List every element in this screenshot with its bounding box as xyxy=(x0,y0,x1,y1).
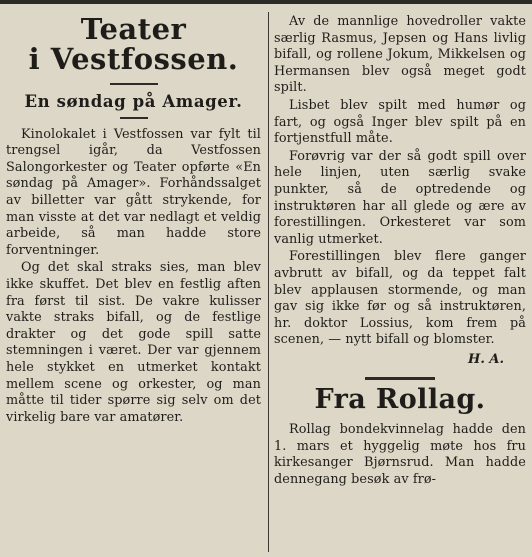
subhead-rule xyxy=(120,117,148,119)
headline-rule xyxy=(110,83,158,85)
article-paragraph: Rollag bondekvinnelag hadde den 1. mars et hyggelig møte hos fru kirkesanger Bjørnsrud. Man hadde dennegang besøk av frø- xyxy=(274,422,526,487)
section-rule xyxy=(365,377,435,380)
article-headline xyxy=(6,14,261,75)
article-paragraph: Lisbet blev spilt med humør og fart, og også Inger blev spilt på en fortjenstfull måte. xyxy=(274,97,526,147)
article-paragraph: Og det skal straks sies, man blev ikke skuffet. Det blev en festlig aften fra først til sist. De vakre kulisser vakte straks bifall, og de festlige drakter og det gode spill satte stemningen i været. Der var gjennem hele stykket en utmerket kontakt mellem scene og orkester, og man måtte til tider spørre sig selv om det virkelig bare var amatører. xyxy=(6,260,261,425)
top-rule xyxy=(0,0,532,4)
right-column xyxy=(274,14,526,489)
headline-line-1: Teater xyxy=(80,12,187,46)
author-signature: H. A. xyxy=(468,351,504,367)
article-paragraph: Av de mannlige hovedroller vakte særlig Rasmus, Jepsen og Hans livlig bifall, og rollene Jokum, Mikkelsen og Hermansen blev også meget godt spilt. xyxy=(274,14,526,96)
second-article-headline: Fra Rollag. xyxy=(314,383,486,415)
column-divider xyxy=(268,12,269,552)
article-paragraph: Forøvrig var der så godt spill over hele linjen, uten særlig svake punkter, så de optredende og instruktøren har all glede og ære av forestillingen. Orkesteret var som vanlig utmerket. xyxy=(274,148,526,247)
article-paragraph: Kinolokalet i Vestfossen var fylt til trengsel igår, da Vestfossen Salongorkester og Teater opførte «En søndag på Amager». Forhåndssalget av billetter var gått strykende, for man visste at det var nedlagt et veldig arbeide, så man hadde store forventninger. xyxy=(6,126,261,258)
left-column xyxy=(6,14,261,426)
article-paragraph: Forestillingen blev flere ganger avbrutt av bifall, og da teppet falt blev applausen stormende, og man gav sig ikke før og så instruktøren, hr. doktor Lossius, kom frem på scenen, — nytt bifall og blomster. xyxy=(274,249,526,348)
headline-line-2: i Vestfossen. xyxy=(28,42,239,77)
article-subhead: En søndag på Amager. xyxy=(24,91,243,111)
